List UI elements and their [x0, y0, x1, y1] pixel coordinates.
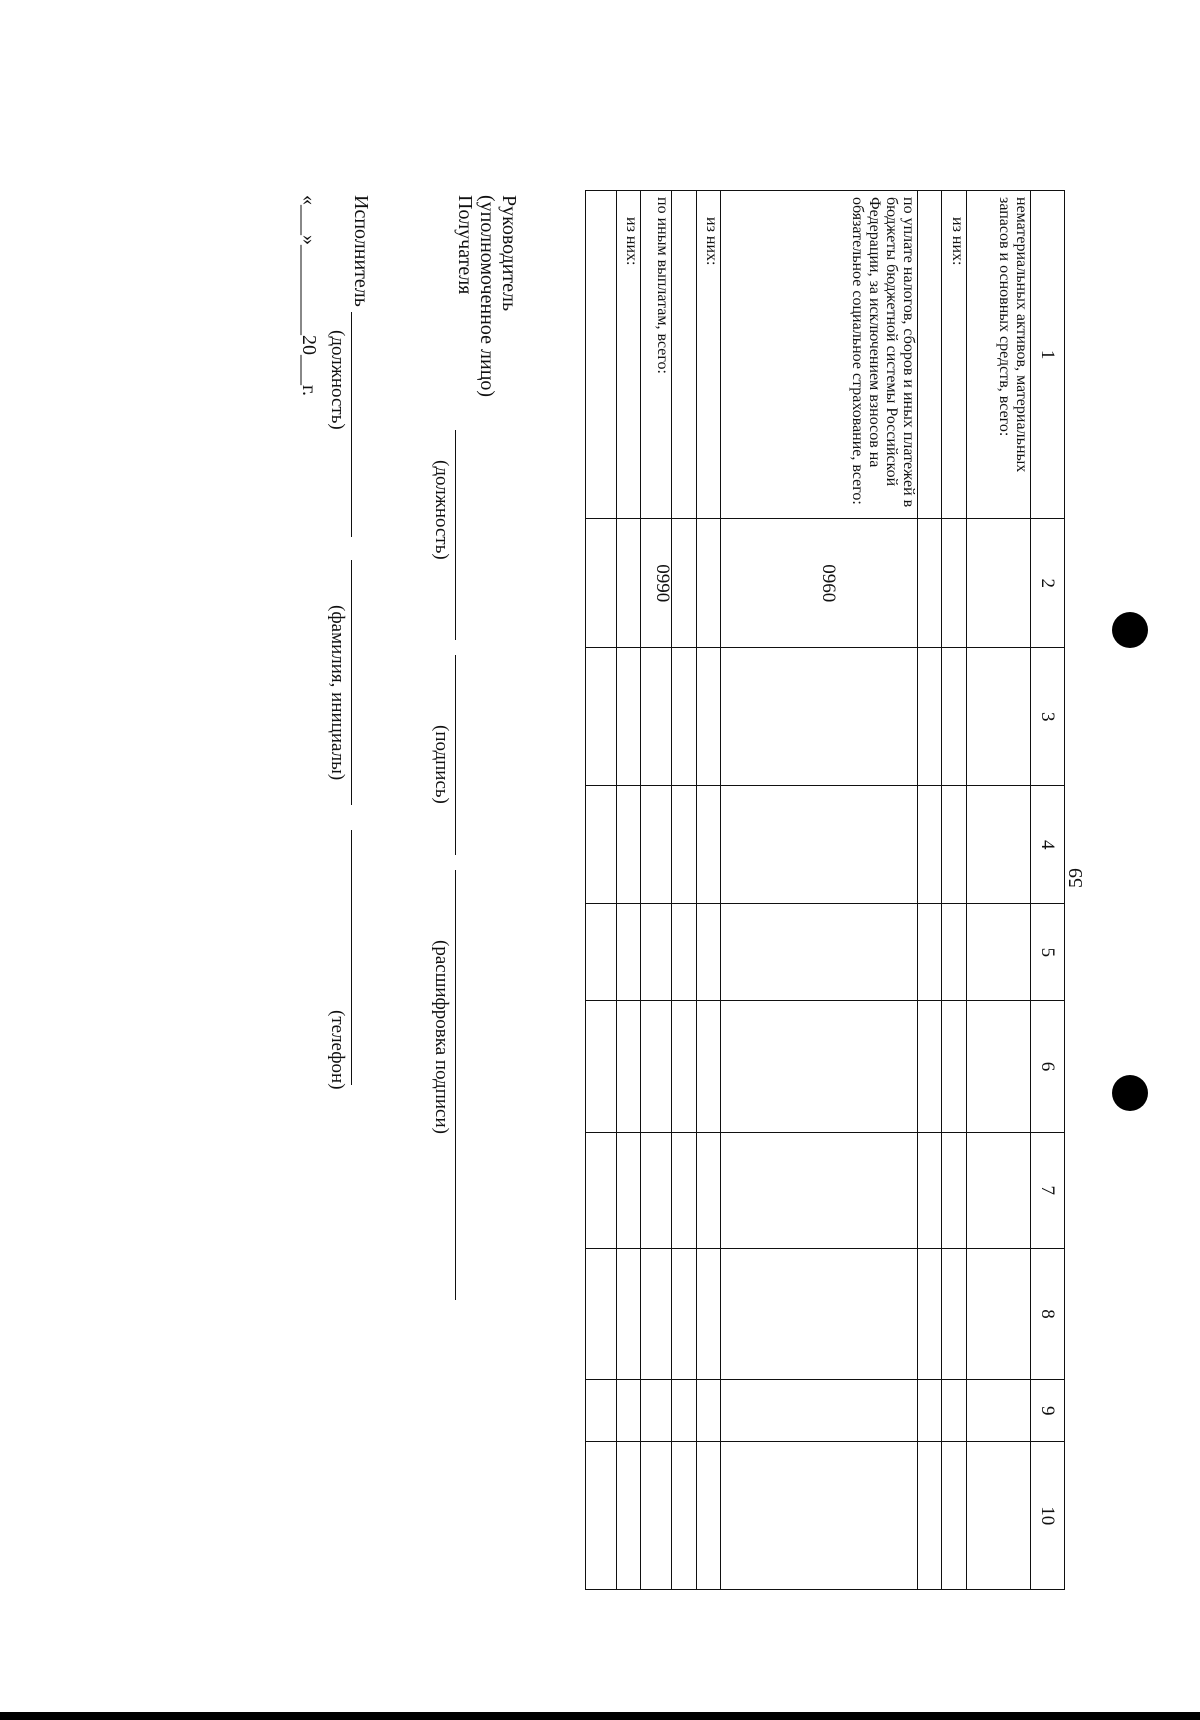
head-authorized: (уполномоченное лицо) [476, 195, 498, 398]
caption-executor-position: (должность) [327, 330, 348, 430]
caption-position: (должность) [431, 460, 452, 560]
caption-decoding: (расшифровка подписи) [431, 940, 452, 1134]
row-label: из них: [942, 191, 966, 519]
row-label: по иным выплатам, всего: [641, 191, 672, 519]
row-code [586, 519, 617, 648]
row-code: 0960 [721, 519, 918, 648]
punch-hole [1112, 612, 1148, 648]
signature-line [455, 655, 456, 855]
row-label: по уплате налогов, сборов и иных платежей в бюджеты бюджетной системы Российской Федерации, за исключением взносов на обязательное социальное страхование, всего: [721, 191, 918, 519]
row-code [617, 519, 641, 648]
row-code [672, 519, 696, 648]
row-code: 0990 [641, 519, 672, 648]
caption-signature: (подпись) [431, 725, 452, 804]
row-label [917, 191, 941, 519]
phone-line [351, 830, 352, 1085]
form-table [585, 190, 1065, 1590]
row-label: из них: [617, 191, 641, 519]
table-row [942, 191, 966, 1590]
table-row [966, 191, 1030, 1590]
row-code [917, 519, 941, 648]
table-row [917, 191, 941, 1590]
header-cell: 5 [1030, 904, 1064, 1001]
head-title: Руководитель [498, 195, 520, 312]
table-row [586, 191, 617, 1590]
table-row [672, 191, 696, 1590]
table-row [721, 191, 918, 1590]
header-cell: 7 [1030, 1132, 1064, 1248]
table-row [617, 191, 641, 1590]
header-cell: 9 [1030, 1380, 1064, 1442]
executor-title: Исполнитель [350, 195, 372, 307]
row-code [942, 519, 966, 648]
header-cell: 8 [1030, 1248, 1064, 1379]
punch-hole [1112, 1075, 1148, 1111]
table-header-row [1030, 191, 1064, 1590]
row-label: из них: [696, 191, 720, 519]
table-row [641, 191, 672, 1590]
row-code [966, 519, 1030, 648]
caption-executor-name: (фамилия, инициалы) [327, 605, 348, 781]
header-cell: 2 [1030, 519, 1064, 648]
decoding-line [455, 870, 456, 1300]
caption-phone: (телефон) [327, 1010, 348, 1090]
scan-edge-bar [0, 1712, 1200, 1720]
head-recipient: Получателя [454, 195, 476, 295]
header-cell: 6 [1030, 1001, 1064, 1132]
header-cell: 10 [1030, 1442, 1064, 1590]
position-line [455, 430, 456, 640]
executor-position-line [351, 312, 352, 537]
row-label [672, 191, 696, 519]
row-label [586, 191, 617, 519]
header-cell: 4 [1030, 786, 1064, 904]
header-cell: 3 [1030, 648, 1064, 786]
page-number: 59 [1065, 868, 1087, 888]
executor-name-line [351, 560, 352, 805]
date-line: «___»_________20___г. [298, 195, 320, 396]
table-row [696, 191, 720, 1590]
row-code [696, 519, 720, 648]
row-label: нематериальных активов, материальных запасов и основных средств, всего: [966, 191, 1030, 519]
header-cell: 1 [1030, 191, 1064, 519]
